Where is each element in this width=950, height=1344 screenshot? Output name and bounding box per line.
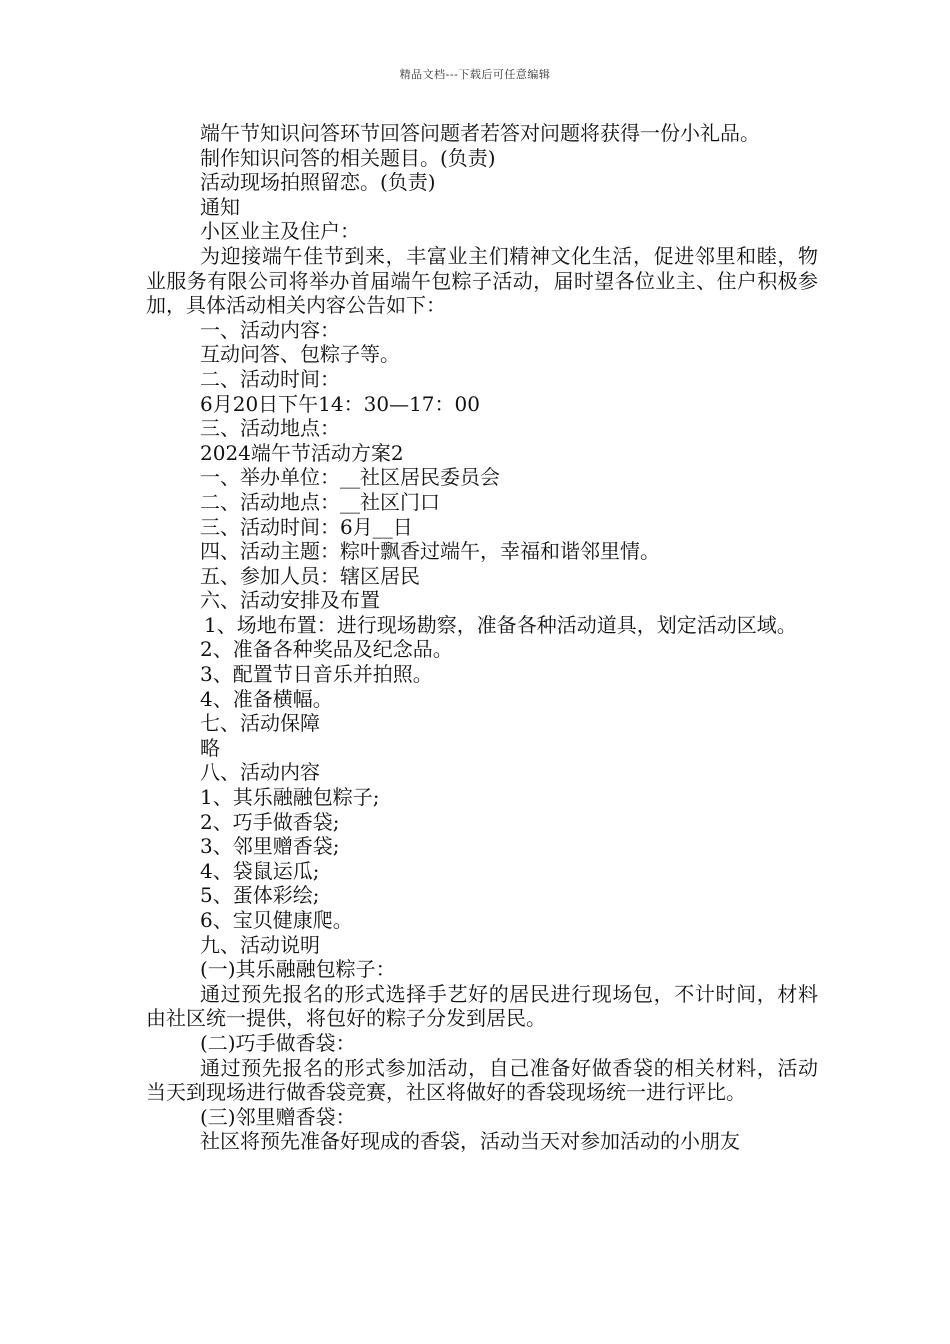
- text-line: 4、准备横幅。: [200, 686, 333, 711]
- document-body: [146, 121, 818, 1154]
- paragraph: 通过预先报名的形式选择手艺好的居民进行现场包，不计时间，材料由社区统一提供，将包好的粽子分发到居民。: [146, 981, 818, 1031]
- subheading: (一)其乐融融包粽子：: [200, 957, 396, 982]
- text-line: 2、准备各种奖品及纪念品。: [200, 637, 453, 662]
- list-item: 3、邻里赠香袋;: [200, 834, 340, 859]
- list-item: 4、袋鼠运瓜;: [200, 858, 320, 883]
- subheading: (二)巧手做香袋：: [200, 1030, 356, 1055]
- text-line: 一、活动内容：: [200, 317, 340, 342]
- text-line: 七、活动保障: [200, 711, 320, 736]
- text-line: 略: [200, 735, 220, 760]
- text-line: 一、举办单位：__社区居民委员会: [200, 465, 500, 490]
- salutation: 小区业主及住户：: [200, 219, 360, 244]
- section-heading: 2024端午节活动方案2: [200, 440, 404, 465]
- text-line: 三、活动地点：: [200, 416, 340, 441]
- text-line: 八、活动内容: [200, 760, 320, 785]
- text-line: 二、活动时间：: [200, 366, 340, 391]
- text-line: 6月20日下午14：30—17：00: [200, 391, 480, 416]
- list-item: 6、宝贝健康爬。: [200, 908, 353, 932]
- section-heading: 通知: [200, 194, 240, 219]
- subheading: (三)邻里赠香袋：: [200, 1104, 356, 1129]
- text-line: 活动现场拍照留恋。(负责): [200, 170, 436, 195]
- text-line: 3、配置节日音乐并拍照。: [200, 662, 433, 687]
- text-line: 三、活动时间：6月__日: [200, 514, 413, 539]
- text-line: 二、活动地点：__社区门口: [200, 489, 440, 514]
- text-line: 制作知识问答的相关题目。(负责): [200, 145, 496, 170]
- paragraph: 1、场地布置：进行现场勘察，准备各种活动道具，划定活动区域。: [204, 612, 797, 637]
- text-line: 九、活动说明: [200, 932, 320, 957]
- list-item: 1、其乐融融包粽子;: [200, 785, 380, 810]
- text-line: 六、活动安排及布置: [200, 588, 380, 613]
- text-line: 四、活动主题：粽叶飘香过端午，幸福和谐邻里情。: [200, 539, 660, 564]
- page-header: 精品文档---下载后可任意编辑: [399, 68, 551, 81]
- list-item: 2、巧手做香袋;: [200, 809, 340, 834]
- list-item: 5、蛋体彩绘;: [200, 883, 320, 908]
- paragraph: 通过预先报名的形式参加活动，自己准备好做香袋的相关材料，活动当天到现场进行做香袋竞赛，社区将做好的香袋现场统一进行评比。: [146, 1055, 818, 1105]
- paragraph: 为迎接端午佳节到来，丰富业主们精神文化生活，促进邻里和睦，物业服务有限公司将举办首届端午包粽子活动，届时望各位业主、住户积极参加，具体活动相关内容公告如下：: [146, 243, 818, 318]
- text-line: 端午节知识问答环节回答问题者若答对问题将获得一份小礼品。: [200, 121, 760, 145]
- text-line: 社区将预先准备好现成的香袋，活动当天对参加活动的小朋友: [200, 1129, 740, 1154]
- text-line: 五、参加人员：辖区居民: [200, 563, 420, 588]
- text-line: 互动问答、包粽子等。: [200, 342, 400, 367]
